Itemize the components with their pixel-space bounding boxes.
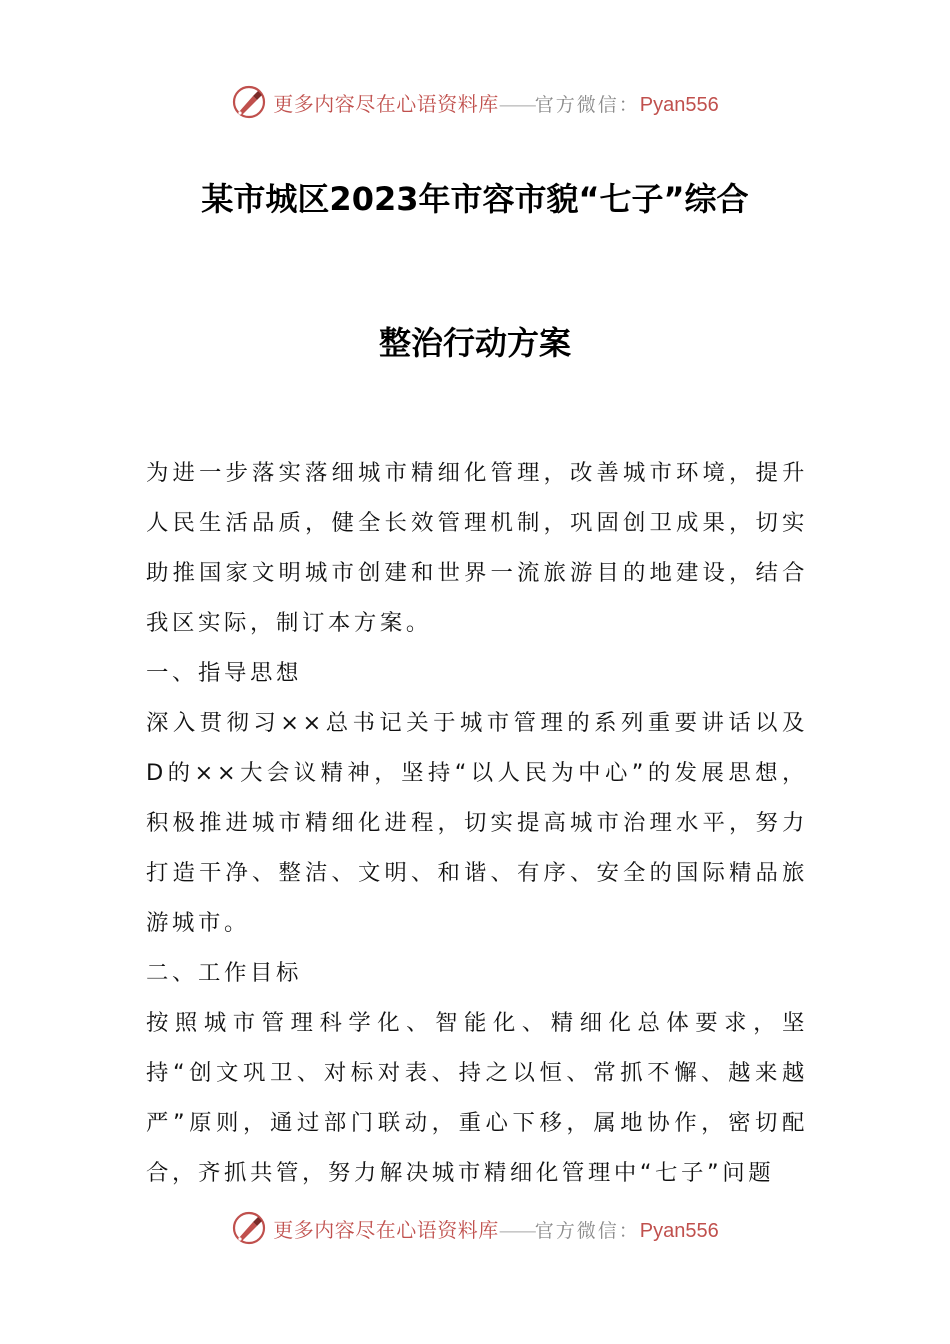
watermark-dash: ——: [498, 91, 535, 116]
watermark-wechat-id: Pyan556: [639, 93, 719, 116]
document-body: [146, 448, 808, 1198]
watermark-wechat-id: Pyan556: [639, 1219, 719, 1242]
document-title-line-1: 某市城区2023年市容市貌“七子”综合: [201, 180, 749, 218]
watermark-text: 更多内容尽在心语资料库——官方微信：Pyan556: [273, 1217, 719, 1242]
watermark-dash: ——: [498, 1217, 535, 1242]
pen-nib-logo-icon: [231, 84, 267, 120]
guiding-ideology-paragraph: 深入贯彻习××总书记关于城市管理的系列重要讲话以及D的××大会议精神，坚持“以人民为中心”的发展思想，积极推进城市精细化进程，切实提高城市治理水平，努力打造干净、整洁、文明、和谐、有序、安全的国际精品旅游城市。: [146, 710, 808, 936]
pen-nib-logo-icon: [231, 1210, 267, 1246]
section-heading-guiding-ideology: 一、指导思想: [146, 660, 302, 686]
intro-paragraph: 为进一步落实落细城市精细化管理，改善城市环境，提升人民生活品质，健全长效管理机制，巩固创卫成果，切实助推国家文明城市创建和世界一流旅游目的地建设，结合我区实际，制订本方案。: [146, 460, 808, 636]
watermark-official-label: 官方微信：: [534, 93, 640, 116]
header-watermark: [0, 82, 950, 122]
watermark-text: 更多内容尽在心语资料库——官方微信：Pyan556: [273, 91, 719, 116]
document-title-line-2: 整治行动方案: [378, 324, 571, 362]
section-heading-work-goals: 二、工作目标: [146, 960, 302, 986]
watermark-official-label: 官方微信：: [534, 1219, 640, 1242]
work-goals-paragraph: 按照城市管理科学化、智能化、精细化总体要求，坚持“创文巩卫、对标对表、持之以恒、常抓不懈、越来越严”原则，通过部门联动，重心下移，属地协作，密切配合，齐抓共管，努力解决城市精细化管理中“七子”问题: [146, 1010, 808, 1186]
footer-watermark: [0, 1208, 950, 1248]
